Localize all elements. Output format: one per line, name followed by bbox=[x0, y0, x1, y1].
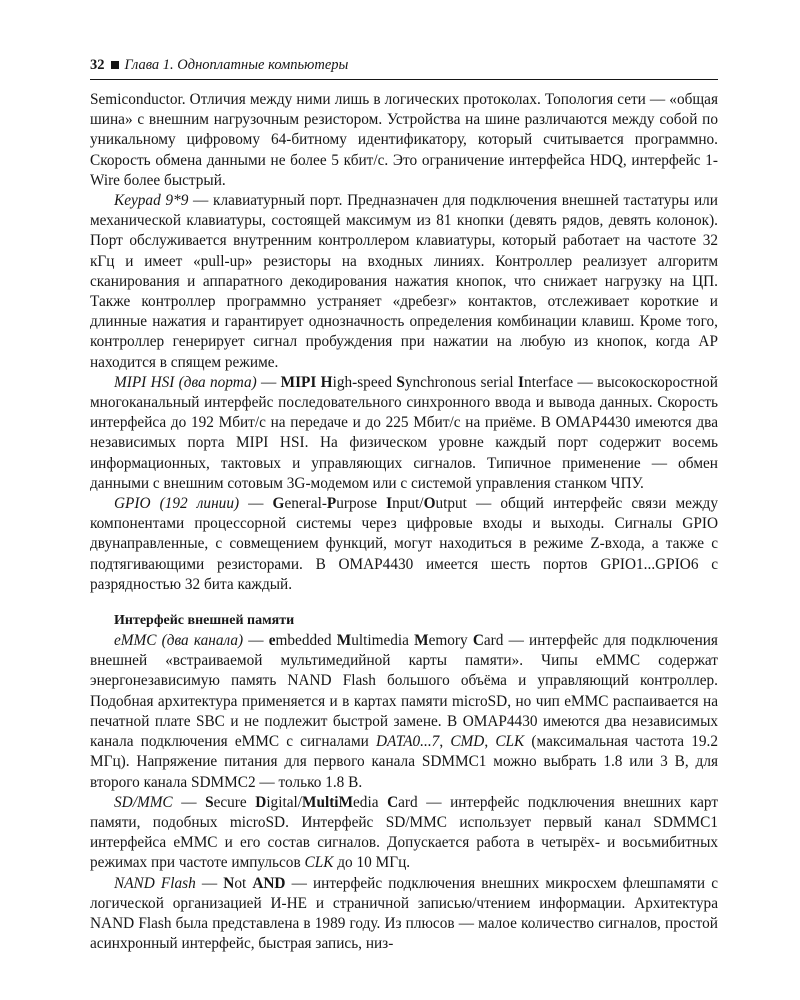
paragraph-continued: Semiconductor. Отличия между ними лишь в логических протоколах. Топология сети — «общая шина» с внешним нагрузочным резистором. Устройства на шине различаются между собой по уникальному цифровому 64-битному идентификатору, который считывается программно. Скорость обмена данными не более 5 кбит/с. Это ограничение интерфейса HDQ, интерфейс 1-Wire более быстрый. bbox=[90, 91, 718, 189]
chapter-title: Глава 1. Одноплатные компьютеры bbox=[124, 57, 349, 73]
term-nand: NAND Flash bbox=[114, 874, 196, 892]
page-number: 32 bbox=[90, 57, 105, 73]
term-gpio: GPIO (192 линии) bbox=[114, 495, 240, 513]
header-rule bbox=[90, 79, 718, 80]
term-mipi: MIPI HSI (два порта) bbox=[114, 373, 257, 391]
square-bullet-icon bbox=[111, 61, 119, 69]
section-heading: Интерфейс внешней памяти bbox=[114, 613, 295, 629]
body-text bbox=[90, 90, 718, 954]
paragraph-sdmmc: SD/MMC — Secure Digital/MultiMedia Card — интерфейс подключения внешних карт памяти, подобных microSD. Интерфейс SD/MMC использует первый канал SDMMC1 интерфейса eMMC и его состав сигналов. Допускается работа в четырёх- и восьмибитных режимах при частоте импульсов CLK до 10 МГц. bbox=[90, 793, 718, 872]
paragraph-mipi: MIPI HSI (два порта) — MIPI High-speed Synchronous serial Interface — высокоскоростной многоканальный интерфейс последовательного синхронного ввода и вывода данных. Скорость интерфейса до 192 Мбит/с на передаче и до 225 Мбит/с на приёме. В OMAP4430 имеются два независимых порта MIPI HSI. На физическом уровне каждый порт содержит восемь информационных, тактовых и управляющих сигналов. Типичное применение — обмен данными с внешним сотовым 3G-модемом или с системой управления станком ЧПУ. bbox=[90, 373, 718, 492]
running-head bbox=[90, 56, 718, 74]
term-keypad: Keypad 9*9 bbox=[114, 192, 189, 210]
paragraph-gpio: GPIO (192 линии) — General-Purpose Input/Output — общий интерфейс связи между компонентами процессорной системы через цифровые входы и выходы. Сигналы GPIO двунаправленные, с совмещением функций, могут находиться в режиме Z-входа, а также с подтягивающими резисторами. В OMAP4430 имеется шесть портов GPIO1...GPIO6 с разрядностью 32 бита каждый. bbox=[90, 495, 718, 593]
paragraph-emmc: eMMC (два канала) — embedded Multimedia Memory Card — интерфейс для подключения внешней «встраиваемой мультимедийной карты памяти». Чипы eMMC содержат энергонезависимую память NAND Flash большого объёма и управляющий контроллер. Подобная архитектура применяется и в картах памяти microSD, но чип eMMC распаивается на печатной плате SBC и не подлежит быстрой замене. В OMAP4430 имеются два независимых канала подключения eMMC с сигналами DATA0...7, CMD, CLK (максимальная частота 19.2 МГц). Напряжение питания для первого канала SDMMC1 можно выбрать 1.8 или 3 В, для второго канала SDMMC2 — только 1.8 В. bbox=[90, 632, 718, 791]
paragraph-keypad: Keypad 9*9 — клавиатурный порт. Предназначен для подключения внешней тастатуры или механической клавиатуры, состоящей максимум из 81 кнопки (девять рядов, девять колонок). Порт обслуживается внутренним контроллером клавиатуры, который работает на частоте 32 кГц и имеет «pull-up» резисторы на входных линиях. Контроллер реализует алгоритм сканирования и аппаратного декодирования нажатия кнопок, что снижает нагрузку на ЦП. Также контроллер программно устраняет «дребезг» контактов, отслеживает короткие и длинные нажатия и гарантирует однозначность определения комбинации клавиш. Кроме того, контроллер генерирует сигнал пробуждения при нажатии на любую из кнопок, когда AP находится в спящем режиме. bbox=[90, 192, 718, 371]
term-emmc: eMMC (два канала) bbox=[114, 632, 244, 650]
term-sdmmc: SD/MMC bbox=[114, 793, 173, 811]
paragraph-nand: NAND Flash — Not AND — интерфейс подключения внешних микросхем флешпамяти с логической организацией И-НЕ и страничной записью/чтением информации. Архитектура NAND Flash была представлена в 1989 году. Из плюсов — малое количество сигналов, простой асинхронный интерфейс, быстрая запись, низ- bbox=[90, 874, 718, 953]
